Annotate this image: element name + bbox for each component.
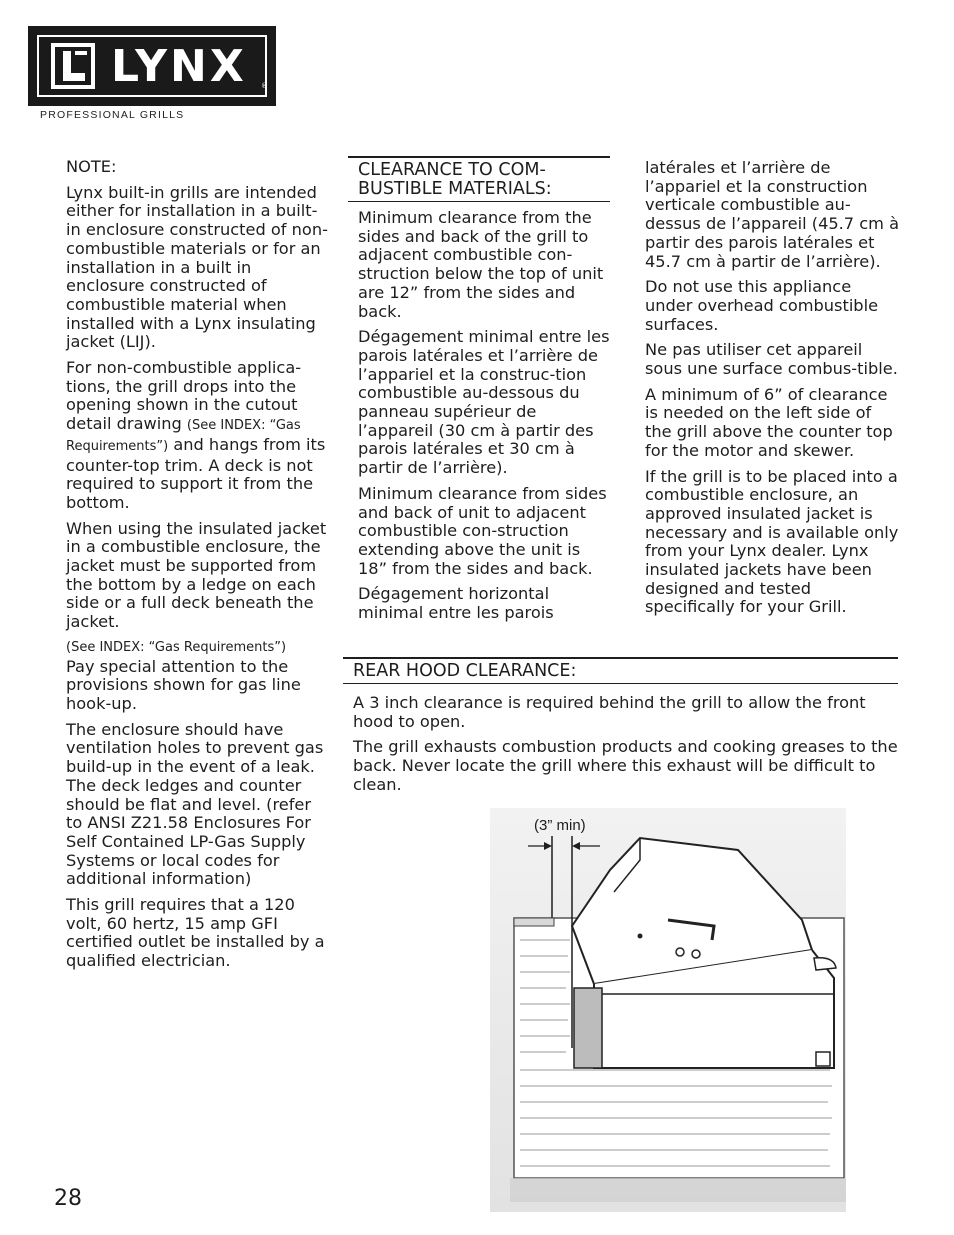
note-heading: NOTE:: [66, 157, 117, 176]
right-paragraph-3: Ne pas utiliser cet appareil sous une surface combus-tible.: [645, 340, 898, 379]
left-column: [66, 158, 328, 978]
clearance-paragraph-4: Dégagement horizontal minimal entre les parois: [358, 584, 554, 623]
right-paragraph-1: latérales et l’arrière de l’appariel et la construction verticale combustible au-dessus de l’appareil (45.7 cm à partir des parois latérales et 45.7 cm à partir de l’arrière).: [645, 158, 899, 271]
clearance-paragraph-1: Minimum clearance from the sides and back of the grill to adjacent combustible con-struction below the top of unit are 12” from the sides and back.: [358, 208, 604, 321]
rear-hood-section: [343, 657, 898, 802]
note-paragraph-2: For non-combustible applica-tions, the grill drops into the opening shown in the cutout detail drawing (See INDEX: “Gas Requirements”) and hangs from its counter-top trim. A deck is not required to support it from the bottom.: [66, 358, 326, 512]
registered-mark: ®: [261, 82, 268, 90]
rear-hood-paragraph-2: The grill exhausts combustion products and cooking greases to the back. Never locate the grill where this exhaust will be difficult to clean.: [353, 737, 898, 794]
clearance-combustible-heading: CLEARANCE TO COM-BUSTIBLE MATERIALS:: [348, 156, 610, 202]
lynx-logo: [28, 26, 276, 106]
right-column: [645, 159, 899, 624]
index-reference: (See INDEX: “Gas Requirements”): [66, 418, 301, 454]
logo-frame: [37, 35, 267, 97]
clearance-paragraph-3: Minimum clearance from sides and back of unit to adjacent combustible con-struction extending above the unit is 18” from the sides and back.: [358, 483, 607, 578]
grill-illustration: [490, 808, 846, 1212]
right-paragraph-5: If the grill is to be placed into a combustible enclosure, an approved insulated jacket is necessary and is available only from your Lynx dealer. Lynx insulated jackets have been designed and tested specifically for your Grill.: [645, 466, 899, 617]
right-paragraph-2: Do not use this appliance under overhead combustible surfaces.: [645, 277, 879, 334]
note-paragraph-1: Lynx built-in grills are intended either for installation in a built-in enclosure constructed of non-combustible materials or for an installation in a built in enclosure constructed of combustible material when installed with a Lynx insulating jacket (LIJ).: [66, 182, 328, 352]
note-paragraph-3: When using the insulated jacket in a combustible enclosure, the jacket must be supported from the bottom by a ledge on each side or a full deck beneath the jacket.: [66, 518, 327, 632]
page-number: 28: [54, 1186, 82, 1211]
rear-clearance-diagram: [490, 808, 846, 1212]
index-reference: (See INDEX: “Gas Requirements”): [66, 639, 287, 655]
middle-column: [348, 156, 610, 630]
clearance-paragraph-2: Dégagement minimal entre les parois latérales et l’arrière de l’appariel et la construc-tion combustible au-dessous du panneau supérieur de l’appareil (30 cm à partir des parois latérales et 30 cm à partir de l’arrière).: [358, 327, 610, 478]
note-paragraph-6: This grill requires that a 120 volt, 60 hertz, 15 amp GFI certified outlet be installed by a qualified electrician.: [66, 895, 325, 971]
logo-wordmark: LYNX: [111, 41, 247, 92]
rear-hood-paragraph-1: A 3 inch clearance is required behind the grill to allow the front hood to open.: [353, 693, 866, 731]
right-paragraph-4: A minimum of 6” of clearance is needed on the left side of the grill above the counter top for the motor and skewer.: [645, 384, 893, 460]
logo-l-mark-icon: [43, 37, 107, 95]
jacket-side: [574, 988, 602, 1068]
note-paragraph-4: (See INDEX: “Gas Requirements”) Pay special attention to the provisions shown for gas line hook-up.: [66, 639, 328, 714]
rear-hood-heading: REAR HOOD CLEARANCE:: [343, 657, 898, 684]
note-paragraph-5: The enclosure should have ventilation holes to prevent gas build-up in the event of a leak. The deck ledges and counter should be flat and level. (refer to ANSI Z21.58 Enclosures For Self Contained LP-Gas Supply Systems or local codes for additional information): [66, 719, 324, 889]
logo-tagline: PROFESSIONAL GRILLS: [40, 109, 185, 121]
dimension-label: (3” min): [534, 817, 586, 834]
